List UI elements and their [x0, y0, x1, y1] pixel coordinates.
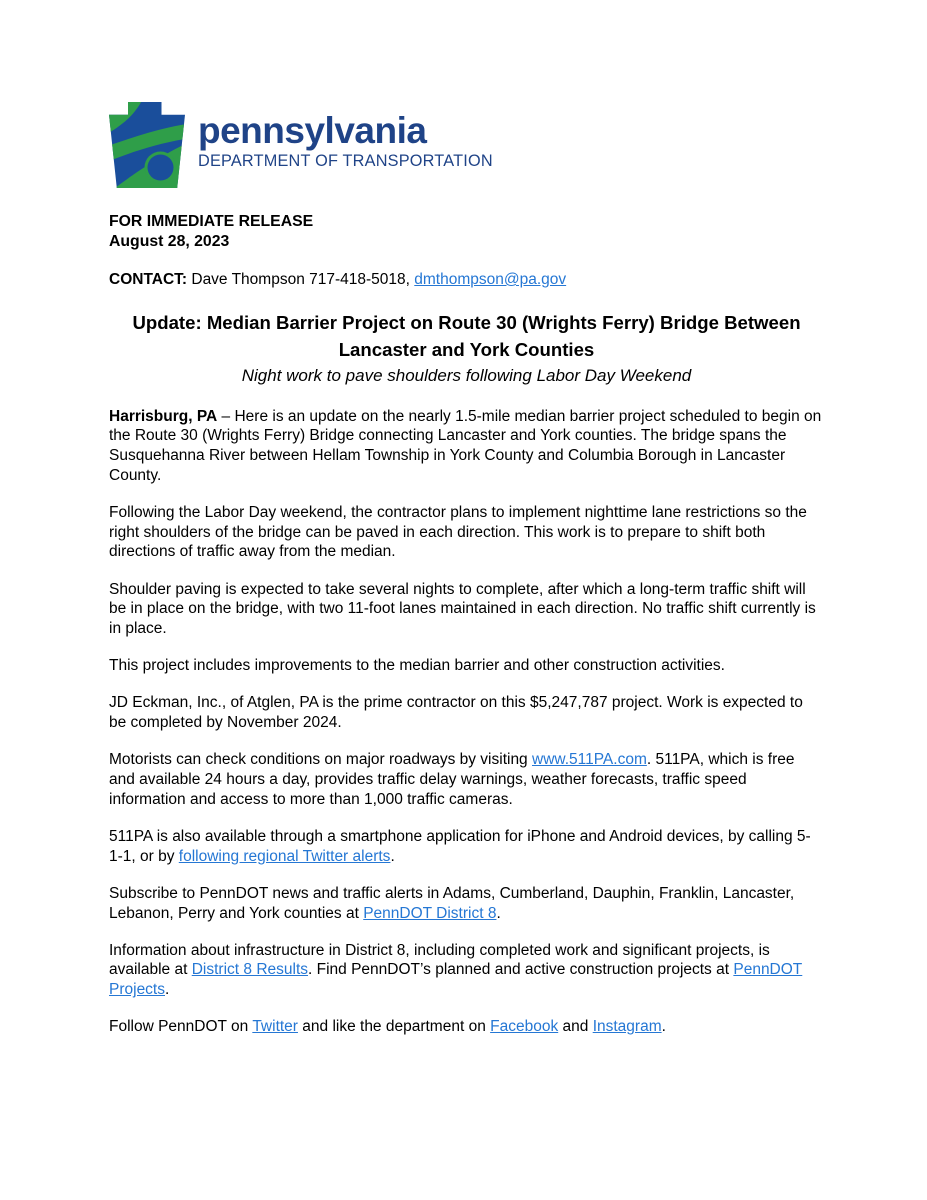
paragraph — [109, 941, 824, 1000]
paragraph — [109, 580, 824, 639]
paragraph — [109, 1017, 824, 1037]
text-run: . — [661, 1018, 666, 1036]
text-run: . — [390, 847, 395, 865]
paragraph — [109, 750, 824, 809]
keystone-icon — [109, 102, 185, 188]
link-511pa[interactable]: www.511PA.com — [532, 751, 647, 769]
body-paragraphs — [109, 407, 824, 1037]
contact-text: Dave Thompson 717-418-5018, — [187, 271, 415, 288]
paragraph — [109, 407, 824, 486]
text-run: JD Eckman, Inc., of Atglen, PA is the prime contractor on this $5,247,787 project. Work is expected to be completed by November 2024. — [109, 694, 803, 732]
link-district-8-results[interactable]: District 8 Results — [191, 961, 309, 979]
paragraph — [109, 827, 824, 866]
text-run: Subscribe to PennDOT news and traffic alerts in Adams, Cumberland, Dauphin, Franklin, Lancaster, Lebanon, Perry and York counties at — [109, 884, 795, 922]
text-run: – Here is an update on the nearly 1.5-mile median barrier project scheduled to begin on the Route 30 (Wrights Ferry) Bridge connecting Lancaster and York counties. The bridge spans the Susquehanna River between Hellam Township in York County and Columbia Borough in Lancaster County. — [109, 407, 822, 484]
headline-title: Update: Median Barrier Project on Route 30 (Wrights Ferry) Bridge Between Lancaster and York Counties — [132, 311, 801, 360]
contact-label: CONTACT: — [109, 271, 188, 288]
release-statement: FOR IMMEDIATE RELEASE — [109, 213, 314, 230]
text-run: Follow PennDOT on — [109, 1018, 253, 1036]
text-run: . — [496, 904, 501, 922]
text-run: . — [165, 981, 170, 999]
paragraph — [109, 656, 824, 676]
logo-wordmark: pennsylvania — [198, 110, 427, 151]
link-penndot-projects[interactable]: PennDOT Projects — [109, 961, 803, 999]
link-penndot-district-8[interactable]: PennDOT District 8 — [363, 904, 497, 922]
text-run: Following the Labor Day weekend, the contractor plans to implement nighttime lane restrictions so the right shoulders of the bridge can be paved in each direction. This work is to prepare to shift both directions of traffic away from the median. — [109, 504, 807, 561]
paragraph — [109, 693, 824, 732]
contact-email-link[interactable]: dmthompson@pa.gov — [414, 271, 567, 288]
text-run: This project includes improvements to the median barrier and other construction activities. — [109, 657, 725, 675]
text-run: 511PA is also available through a smartphone application for iPhone and Android devices, by calling 5-1-1, or by — [109, 827, 811, 865]
link-twitter[interactable]: Twitter — [252, 1018, 298, 1036]
bold-text: Harrisburg, PA — [109, 407, 218, 425]
release-block — [109, 212, 824, 251]
text-run: and — [558, 1018, 593, 1036]
release-date: August 28, 2023 — [109, 232, 230, 250]
logo-department-line: DEPARTMENT OF TRANSPORTATION — [198, 152, 493, 170]
paragraph — [109, 503, 824, 562]
headline-subtitle: Night work to pave shoulders following Labor Day Weekend — [241, 365, 692, 385]
text-run: Information about infrastructure in District 8, including completed work and significant projects, is available at — [109, 941, 770, 979]
text-run: . Find PennDOT’s planned and active construction projects at — [308, 961, 734, 979]
link-regional-twitter-alerts[interactable]: following regional Twitter alerts — [178, 847, 391, 865]
text-run: Shoulder paving is expected to take several nights to complete, after which a long-term traffic shift will be in place on the bridge, with two 11-foot lanes maintained in each direction. No traffic shift currently is in place. — [109, 580, 816, 638]
text-run: . 511PA, which is free and available 24 hours a day, provides traffic delay warnings, weather forecasts, traffic speed information and access to more than 1,000 traffic cameras. — [109, 751, 795, 808]
text-run: Motorists can check conditions on major roadways by visiting — [109, 751, 532, 769]
paragraph — [109, 884, 824, 923]
link-facebook[interactable]: Facebook — [490, 1018, 559, 1036]
contact-line — [109, 270, 824, 290]
text-run: and like the department on — [297, 1018, 491, 1036]
link-instagram[interactable]: Instagram — [592, 1018, 662, 1036]
logo-text — [198, 100, 493, 171]
penndot-logo — [109, 100, 824, 190]
